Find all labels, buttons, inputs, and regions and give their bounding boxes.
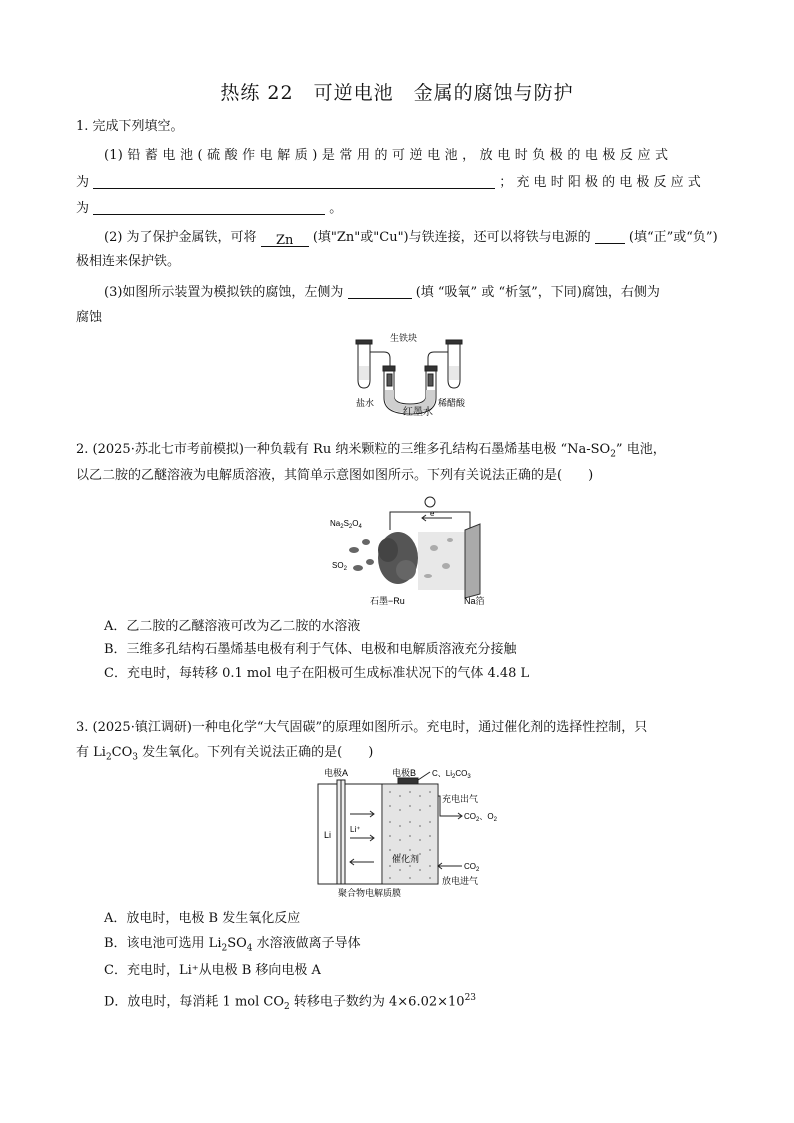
q2-stem-line1 <box>76 441 718 464</box>
q1-part2-line2: 极相连来保护铁。 <box>76 254 181 269</box>
left-stopper <box>356 340 372 344</box>
li-ion-label: Li⁺ <box>350 825 361 834</box>
q1-heading: 1. 完成下列填空。 <box>76 119 184 134</box>
polymer-membrane-label: 聚合物电解质膜 <box>338 888 402 898</box>
q3-stem-line2-s2: 3 <box>132 752 139 763</box>
red-ink-label: 红墨水 <box>403 407 433 418</box>
q2-option-c[interactable]: C．充电时，每转移 0.1 mol 电子在阳极可生成标准状况下的气体 4.48 L <box>104 666 530 681</box>
q1-answer-blank-pole[interactable] <box>595 229 625 244</box>
q1-part2-middle: (填"Zn"或"Cu")与铁连接，还可以将铁与电源的 <box>312 230 591 245</box>
q2-option-a[interactable]: A．乙二胺的乙醚溶液可改为乙二胺的水溶液 <box>104 619 361 634</box>
q3-option-b-a: B．该电池可选用 Li <box>104 936 222 951</box>
q3-option-b-c: 水溶液做离子导体 <box>252 936 361 951</box>
q1-answer-blank-zn[interactable]: Zn <box>261 232 309 247</box>
right-stopper <box>446 340 462 344</box>
q2-option-b[interactable]: B．三维多孔结构石墨烯基电极有利于气体、电极和电解质溶液充分接触 <box>104 642 517 657</box>
q2-stem-line2: 以乙二胺的乙醚溶液为电解质溶液，其简单示意图如图所示。下列有关说法正确的是( ) <box>76 468 594 483</box>
q1-answer-blank-2[interactable] <box>93 200 325 215</box>
q1-part2-suffix: (填“正”或“负”) <box>628 230 718 245</box>
c-li2co3-label: C、$Li_2CO_3$ <box>432 769 471 780</box>
salt-water-liquid <box>359 366 369 380</box>
q3-stem-line1: 3. (2025·镇江调研)一种电化学“大气固碳”的原理如图所示。充电时，通过催化剂的选择性控制，只 <box>76 720 648 735</box>
q1-answer-blank-corrosion[interactable] <box>348 284 412 299</box>
so2-label: $SO_2$ <box>332 561 347 572</box>
acetic-acid-label: 稀醋酸 <box>438 398 466 408</box>
q3-option-d-a: D．放电时，每消耗 1 mol CO <box>104 994 285 1010</box>
graphite-ru-label: 石墨−Ru <box>370 596 405 606</box>
discharge-in-label: 放电进气 <box>442 876 479 886</box>
q3-option-d[interactable] <box>104 989 718 1016</box>
q1-part1-line3 <box>76 200 718 218</box>
charge-out-label: 充电出气 <box>442 794 479 804</box>
q1-part3-line2: 腐蚀 <box>76 310 103 325</box>
q1-part1-line1: (1) 铅 蓄 电 池 ( 硫 酸 作 电 解 质 ) 是 常 用 的 可 逆 电 池 ， 放 电 时 负 极 的 电 极 反 应 式 <box>104 148 669 163</box>
na-foil-label: Na箔 <box>464 596 485 606</box>
q3-stem-line2-c: 发生氧化。下列有关说法正确的是( ) <box>138 745 374 760</box>
q1-part3-prefix: (3)如图所示装置为模拟铁的腐蚀，左侧为 <box>104 285 344 300</box>
li-metal-label: Li <box>324 830 332 840</box>
catalyst-label: 催化剂 <box>392 854 420 864</box>
q1-part1-line3-prefix: 为 <box>76 201 90 216</box>
catalyst-region <box>383 785 437 883</box>
q3-stem-line2 <box>76 744 718 767</box>
q1-part2-prefix: (2) 为了保护金属铁，可将 <box>104 230 257 245</box>
na2s2o4-label: $Na_2S_2O_4$ <box>330 519 362 530</box>
na-foil <box>465 524 480 598</box>
q3-option-b-s2: 4 <box>246 943 253 954</box>
q2-stem-line1-sub: 2 <box>610 449 616 460</box>
q3-stem-line2-s1: 2 <box>105 752 112 763</box>
q1-part1-line2 <box>76 174 718 192</box>
salt-water-label: 盐水 <box>356 398 375 408</box>
acetic-acid-liquid <box>449 366 459 380</box>
iron-block-label: 生铁块 <box>390 333 418 343</box>
q1-part1-line2-suffix: ； 充 电 时 阳 极 的 电 极 反 应 式 <box>499 175 701 190</box>
q2-stem-line1-text: 2. (2025·苏北七市考前模拟)一种负载有 Ru 纳米颗粒的三维多孔结构石墨烯基电极 “Na-SO <box>76 442 611 457</box>
q1-part3-line1 <box>104 284 718 302</box>
q1-part2-line1 <box>104 229 718 247</box>
q3-stem-line2-a: 有 Li <box>76 745 106 760</box>
q3-option-b[interactable] <box>104 935 718 958</box>
q1-answer-blank-1[interactable] <box>93 174 495 189</box>
q1-part1-line3-suffix: 。 <box>329 201 343 216</box>
electrode-a-label: 电极A <box>324 768 349 778</box>
q3-option-d-b: 转移电子数约为 4×6.02×10 <box>289 994 465 1010</box>
q1-part3-suffix: (填 “吸氧” 或 “析氢”，下同)腐蚀，右侧为 <box>415 285 660 300</box>
q3-option-b-b: SO <box>227 936 247 951</box>
q3-option-d-sup: 23 <box>464 993 477 1003</box>
co2-o2-label: $CO_2$、$O_2$ <box>464 812 497 823</box>
electrode-b-label: 电极B <box>392 768 417 778</box>
q1-part1-line2-prefix: 为 <box>76 175 90 190</box>
na-so2-battery-figure <box>330 490 500 608</box>
co2-in-label: $CO_2$ <box>464 862 480 873</box>
q3-option-b-s1: 2 <box>221 943 228 954</box>
q3-option-d-s: 2 <box>284 1001 290 1012</box>
graphite-ru-electrode <box>378 532 418 584</box>
q3-option-a[interactable]: A．放电时，电极 B 发生氧化反应 <box>104 911 301 926</box>
li-co2-battery-figure <box>312 766 518 900</box>
page-title: 热练 22 可逆电池 金属的腐蚀与防护 <box>220 82 574 104</box>
q3-stem-line2-b: CO <box>111 745 133 760</box>
q2-stem-line1-end: ” 电池， <box>615 442 666 457</box>
electron-label: e⁻ <box>430 509 439 518</box>
q3-option-c[interactable]: C．充电时，Li⁺从电极 B 移向电极 A <box>104 963 321 978</box>
